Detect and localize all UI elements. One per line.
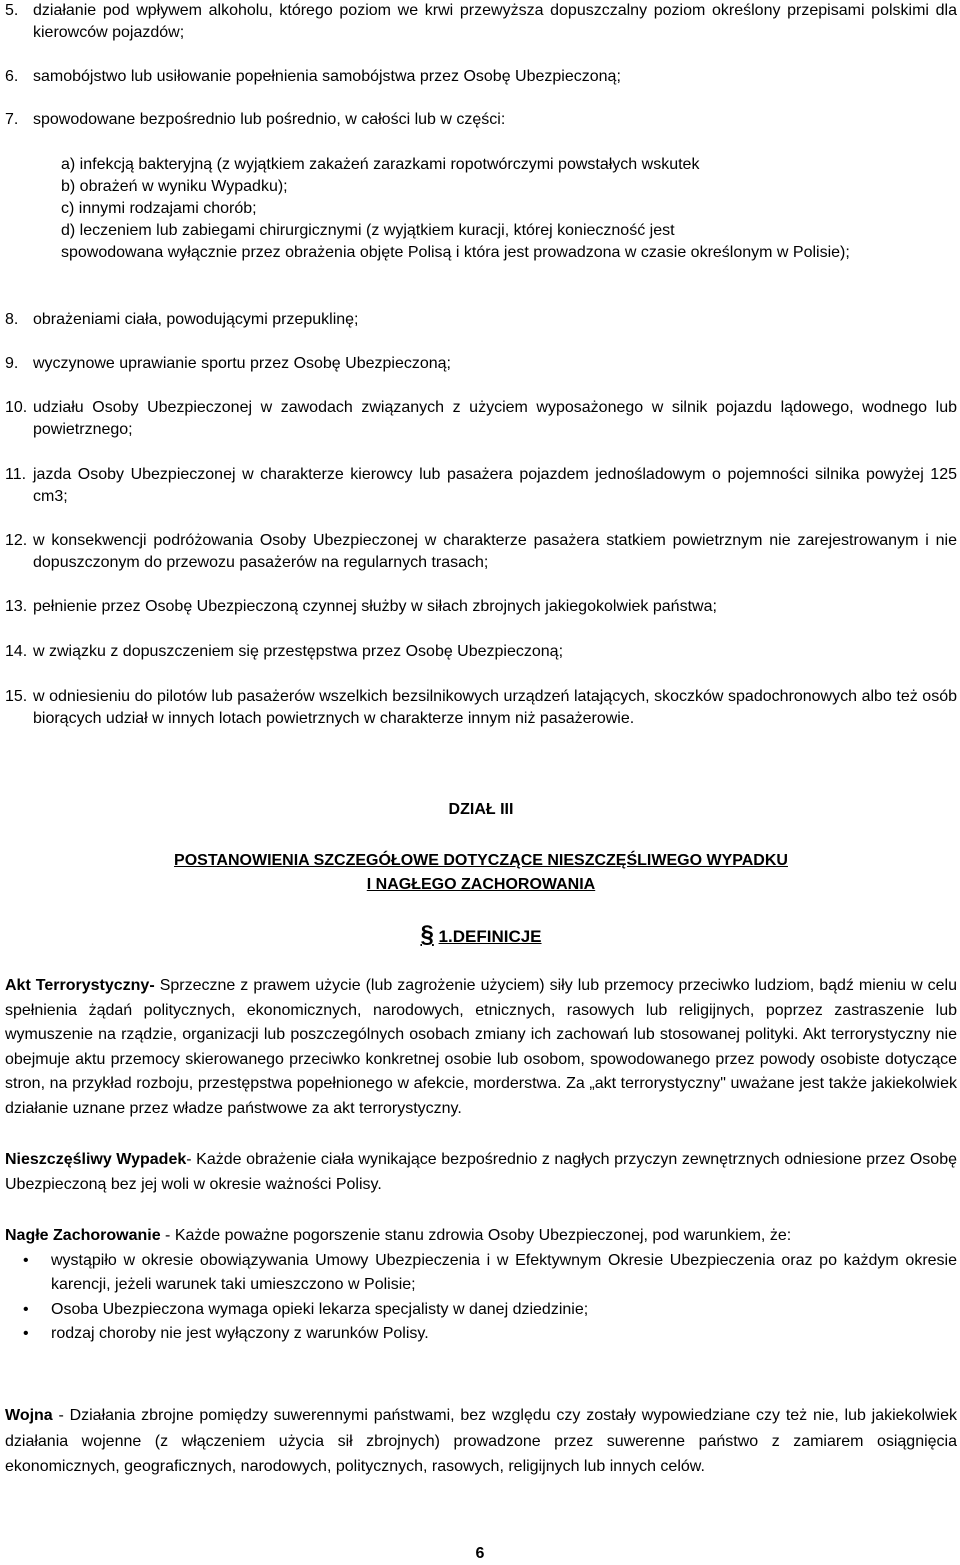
definition-term: Wojna (5, 1407, 53, 1424)
list-item (5, 464, 957, 508)
item-number: 15. (5, 688, 28, 705)
bullet-icon: • (23, 1251, 29, 1269)
item-number: 10. (5, 399, 28, 416)
subsection-heading (5, 921, 957, 948)
definition-term: Nagłe Zachorowanie (5, 1227, 161, 1244)
page-number: 6 (475, 1545, 485, 1562)
list-item (5, 530, 957, 574)
item-text: obrażeniami ciała, powodującymi przepuklinę; (33, 311, 359, 328)
bullet-list (5, 1249, 957, 1347)
section-title: DZIAŁ III (448, 801, 514, 818)
subsection-heading-text: 1.DEFINICJE (438, 927, 542, 946)
item-text: samobójstwo lub usiłowanie popełnienia samobójstwa przez Osobę Ubezpieczoną; (33, 68, 621, 85)
definition-illness (5, 1224, 957, 1347)
definition-accident (5, 1148, 957, 1197)
item-text: działanie pod wpływem alkoholu, którego poziom we krwi przewyższa dopuszczalny poziom określony przepisami polskimi dla kierowców pojazdów; (33, 2, 957, 41)
list-item (5, 596, 957, 618)
definition-term: Nieszczęśliwy Wypadek (5, 1151, 187, 1168)
definition-term: Akt Terrorystyczny- (5, 977, 155, 994)
item-number: 13. (5, 598, 28, 615)
bullet-icon: • (23, 1300, 29, 1318)
definition-paragraph (5, 1224, 957, 1249)
list-item (5, 353, 957, 375)
bullet-item (5, 1322, 957, 1347)
bullet-icon: • (23, 1325, 29, 1342)
item-text: w związku z dopuszczeniem się przestępstwa przez Osobę Ubezpieczoną; (33, 643, 564, 660)
list-item (5, 641, 957, 663)
item-number: 6. (5, 68, 19, 85)
item-number: 14. (5, 643, 28, 660)
list-item (5, 686, 957, 730)
definition-text: - Każde poważne pogorszenie stanu zdrowia Osoby Ubezpieczonej, pod warunkiem, że: (160, 1227, 792, 1244)
section-subtitle-line: POSTANOWIENIA SZCZEGÓŁOWE DOTYCZĄCE NIESZCZĘŚLIWEGO WYPADKU (174, 852, 788, 869)
item-text: w odniesieniu do pilotów lub pasażerów wszelkich bezsilnikowych urządzeń latających, skoczków spadochronowych albo też osób biorących udział w innych lotach powietrznych w charakterze innym niż pasażerowie. (33, 688, 957, 727)
item-text: pełnienie przez Osobę Ubezpieczoną czynnej służby w siłach zbrojnych jakiegokolwiek państwa; (33, 598, 717, 615)
sub-item: d) leczeniem lub zabiegami chirurgicznymi (z wyjątkiem kuracji, której konieczność jest (61, 222, 675, 239)
item-number: 12. (5, 532, 28, 549)
sub-item: c) innymi rodzajami chorób; (61, 200, 257, 217)
bullet-text: wystąpiło w okresie obowiązywania Umowy Ubezpieczenia i w Efektywnym Okresie Ubezpieczenia oraz po każdym okresie karencji, jeżeli warunek taki umieszczono w Polisie; (51, 1251, 957, 1293)
list-item (5, 397, 957, 441)
bullet-text: rodzaj choroby nie jest wyłączony z warunków Polisy. (51, 1325, 429, 1342)
item-text: spowodowane bezpośrednio lub pośrednio, w całości lub w części: (33, 111, 506, 128)
section-subtitle (5, 849, 957, 897)
definition-text: Sprzeczne z prawem użycie (lub zagrożenie użyciem) siły lub przemocy przeciwko ludziom, bądź mieniu w celu spełnienia żądań politycznych, ekonomicznych, narodowych, etnicznych, rasowych lub religijnych, poprzez zastraszenie lub wymuszenie na rządzie, organizacji lub poszczególnych osobach zmiany ich zachowań lub stosowanej polityki. Akt terrorystyczny nie obejmuje aktu przemocy skierowanego przeciwko konkretnej osobie lub osobom, spowodowanego przez powody osobiste dotyczące stron, na przykład rozboju, przestępstwa popełnionego w afekcie, morderstwa. Za „akt terrorystyczny" uważane jest także jakiekolwiek działanie uznane przez władze państwowe za akt terrorystyczny. (5, 977, 957, 1117)
list-item (5, 0, 957, 44)
item-text: udziału Osoby Ubezpieczonej w zawodach związanych z użyciem wyposażonego w silnik pojazdu lądowego, wodnego lub powietrznego; (33, 399, 957, 438)
sub-item-continuation: spowodowana wyłącznie przez obrażenia objęte Polisą i która jest prowadzona w czasie określonym w Polisie); (61, 244, 850, 261)
item-number: 5. (5, 2, 19, 19)
bullet-text: Osoba Ubezpieczona wymaga opieki lekarza specjalisty w danej dziedzinie; (51, 1300, 589, 1318)
item-number: 7. (5, 111, 19, 128)
item-text: jazda Osoby Ubezpieczonej w charakterze kierowcy lub pasażera pojazdem jednośladowym o pojemności silnika powyżej 125 cm3; (33, 466, 957, 505)
section-subtitle-line: I NAGŁEGO ZACHOROWANIA (366, 876, 596, 893)
item-number: 11. (5, 466, 27, 483)
item-number: 9. (5, 355, 19, 372)
list-item (5, 66, 957, 88)
bullet-item (5, 1249, 957, 1298)
paragraph-symbol: § (420, 921, 434, 948)
item-number: 8. (5, 311, 19, 328)
bullet-item (5, 1298, 957, 1323)
sub-item: a) infekcją bakteryjną (z wyjątkiem zakażeń zarazkami ropotwórczymi powstałych wskutek (61, 156, 700, 173)
definition-terror (5, 974, 957, 1121)
item-text: wyczynowe uprawianie sportu przez Osobę Ubezpieczoną; (33, 355, 451, 372)
list-item (5, 309, 957, 331)
definition-war (5, 1403, 957, 1480)
definition-text: - Działania zbrojne pomiędzy suwerennymi państwami, bez względu czy zostały wypowiedziane czy też nie, lub jakiekolwiek działania wojenne (z włączeniem użycia sił zbrojnych) prowadzone przez suwerenne państwo z zamiarem osiągnięcia ekonomicznych, geograficznych, narodowych, politycznych, rasowych, religijnych lub innych celów. (5, 1407, 957, 1475)
definition-text: - Każde obrażenie ciała wynikające bezpośrednio z nagłych przyczyn zewnętrznych odniesione przez Osobę Ubezpieczoną bez jej woli w okresie ważności Polisy. (5, 1151, 957, 1193)
item-text: w konsekwencji podróżowania Osoby Ubezpieczonej w charakterze pasażera statkiem powietrznym nie zarejestrowanym i nie dopuszczonym do przewozu pasażerów na regularnych trasach; (33, 532, 957, 571)
list-item (5, 109, 957, 131)
sub-item: b) obrażeń w wyniku Wypadku); (61, 178, 288, 195)
sub-list (61, 154, 957, 264)
